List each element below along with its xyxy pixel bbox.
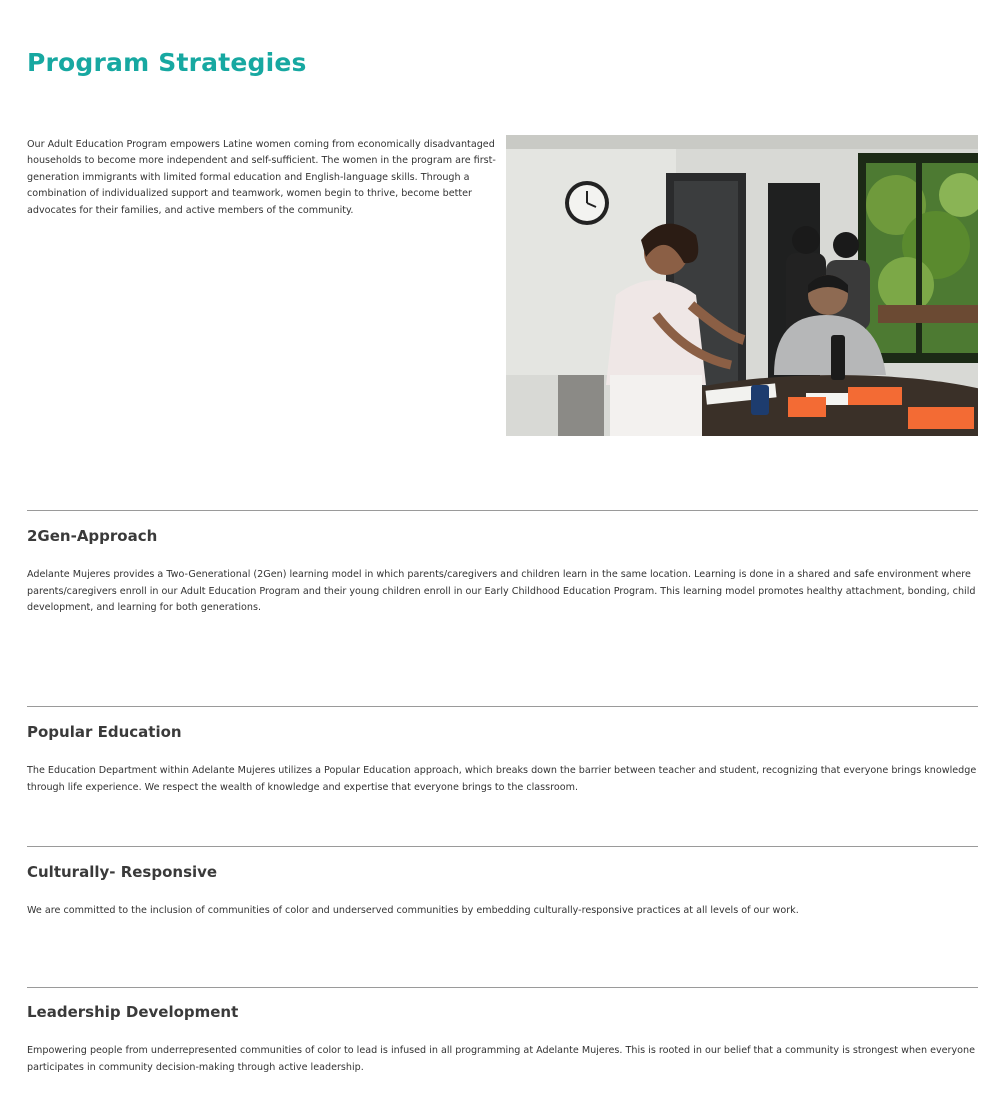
section-divider <box>27 987 978 988</box>
section-divider <box>27 510 978 511</box>
section-body-2gen-approach: Adelante Mujeres provides a Two-Generational (2Gen) learning model in which parents/caregivers and children learn in the same location. Learning is done in a shared and safe environment where parents/caregivers enroll in our Adult Education Program and their young children enroll in our Early Childhood Education Program. This learning model promotes healthy attachment, bonding, child development, and learning for both generations. <box>27 569 976 614</box>
section-heading-leadership-development: Leadership Development <box>27 1003 239 1021</box>
section-body-popular-education: The Education Department within Adelante Mujeres utilizes a Popular Education approach, which breaks down the barrier between teacher and student, recognizing that everyone brings knowledge through life experience. We respect the wealth of knowledge and expertise that everyone brings to the classroom. <box>27 765 977 793</box>
page-title: Program Strategies <box>27 48 307 77</box>
section-divider <box>27 706 978 707</box>
classroom-photo <box>506 135 978 436</box>
section-heading-2gen-approach: 2Gen-Approach <box>27 527 158 545</box>
section-body-leadership-development: Empowering people from underrepresented communities of color to lead is infused in all programming at Adelante Mujeres. This is rooted in our belief that a community is strongest when everyone participates in community decision-making through active leadership. <box>27 1045 976 1073</box>
intro-text: Our Adult Education Program empowers Latine women coming from economically disadvantaged households to become more independent and self-sufficient. The women in the program are first- generation immigrants with limited formal education and English-language skills. Through a combination of individualized support and teamwork, women begin to thrive, become better advocates for their families, and active members of the community. <box>27 139 496 216</box>
section-heading-popular-education: Popular Education <box>27 723 182 741</box>
section-body-culturally-responsive: We are committed to the inclusion of communities of color and underserved communities by embedding culturally-responsive practices at all levels of our work. <box>27 905 799 916</box>
section-heading-culturally-responsive: Culturally- Responsive <box>27 863 218 881</box>
section-divider <box>27 846 978 847</box>
